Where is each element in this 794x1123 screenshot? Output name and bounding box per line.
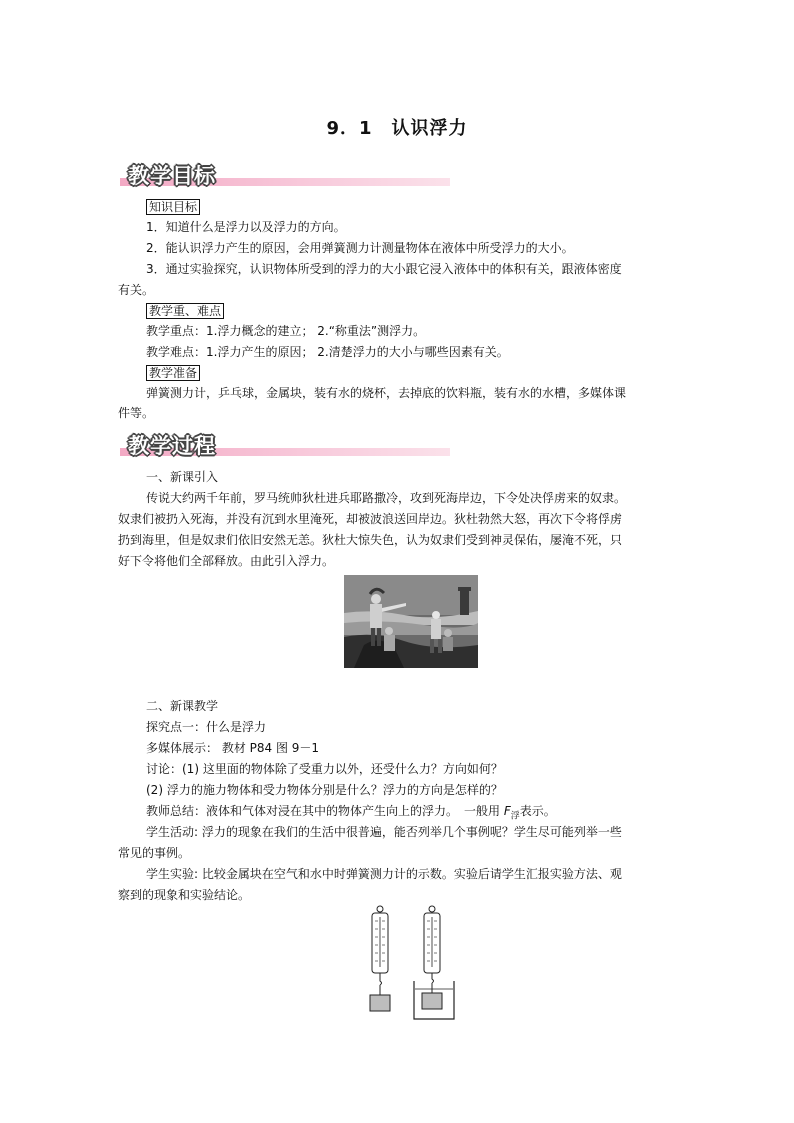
- intro-line: 传说大约两千年前，罗马统帅狄杜进兵耶路撒冷，攻到死海岸边，下令处决俘虏来的奴隶。: [146, 491, 627, 505]
- teacher-summary: 教师总结：液体和气体对浸在其中的物体产生向上的浮力。 一般用 $F_浮$表示。: [146, 804, 556, 822]
- buoyancy-subscript: 浮: [510, 811, 520, 822]
- teach-heading: 二、新课教学: [146, 699, 219, 713]
- experiment-line: 察到的现象和实验结论。: [118, 888, 251, 902]
- goal-item: 3．通过实验探究，认识物体所受到的浮力的大小跟它浸入液体中的体积有关，跟液体密度: [146, 262, 622, 276]
- buoyancy-symbol: F: [503, 804, 511, 818]
- intro-heading: 一、新课引入: [146, 470, 219, 484]
- knowledge-heading: 知识目标: [146, 199, 200, 215]
- explore-point: 探究点一：什么是浮力: [146, 720, 267, 734]
- media-display: 多媒体展示： 教材 P84 图 9－1: [146, 741, 320, 755]
- intro-line: 好下令将他们全部释放。由此引入浮力。: [118, 554, 335, 568]
- spring-scale-experiment-diagram: [358, 905, 458, 1023]
- prep-line: 件等。: [118, 406, 155, 420]
- section-label: 教学过程: [128, 434, 216, 458]
- discussion-question: 讨论：(1) 这里面的物体除了受重力以外，还受什么力？方向如何？: [146, 762, 503, 776]
- difficulty: 教学难点：1.浮力产生的原因； 2.清楚浮力的大小与哪些因素有关。: [146, 345, 509, 359]
- activity-line: 常见的事例。: [118, 846, 191, 860]
- prep-heading: 教学准备: [146, 365, 200, 381]
- page-title: 9．1 认识浮力: [326, 118, 468, 139]
- activity-line: 学生活动: 浮力的现象在我们的生活中很普遍，能否列举几个事例呢？学生尽可能列举一些: [146, 825, 622, 839]
- experiment-line: 学生实验: 比较金属块在空气和水中时弹簧测力计的示数。实验后请学生汇报实验方法、观: [146, 867, 622, 881]
- goal-item: 2．能认识浮力产生的原因，会用弹簧测力计测量物体在液体中所受浮力的大小。: [146, 241, 574, 255]
- prep-line: 弹簧测力计，乒乓球，金属块，装有水的烧杯，去掉底的饮料瓶，装有水的水槽，多媒体课: [146, 386, 627, 400]
- section-banner-process: [120, 430, 450, 460]
- intro-line: 扔到海里，但是奴隶们依旧安然无恙。狄杜大惊失色，认为奴隶们受到神灵保佑，屡淹不死，只: [118, 533, 623, 547]
- goal-item: 1．知道什么是浮力以及浮力的方向。: [146, 220, 346, 234]
- key-point: 教学重点：1.浮力概念的建立； 2.“称重法”测浮力。: [146, 324, 426, 338]
- key-heading: 教学重、难点: [146, 303, 224, 319]
- dead-sea-soldiers-illustration: [344, 575, 478, 668]
- intro-line: 奴隶们被扔入死海，并没有沉到水里淹死，却被波浪送回岸边。狄杜勃然大怒，再次下令将俘虏: [118, 512, 623, 526]
- section-banner-goals: [120, 160, 450, 190]
- discussion-question: (2) 浮力的施力物体和受力物体分别是什么？浮力的方向是怎样的？: [146, 783, 503, 797]
- section-label: 教学目标: [128, 164, 216, 188]
- goal-item: 有关。: [118, 283, 155, 297]
